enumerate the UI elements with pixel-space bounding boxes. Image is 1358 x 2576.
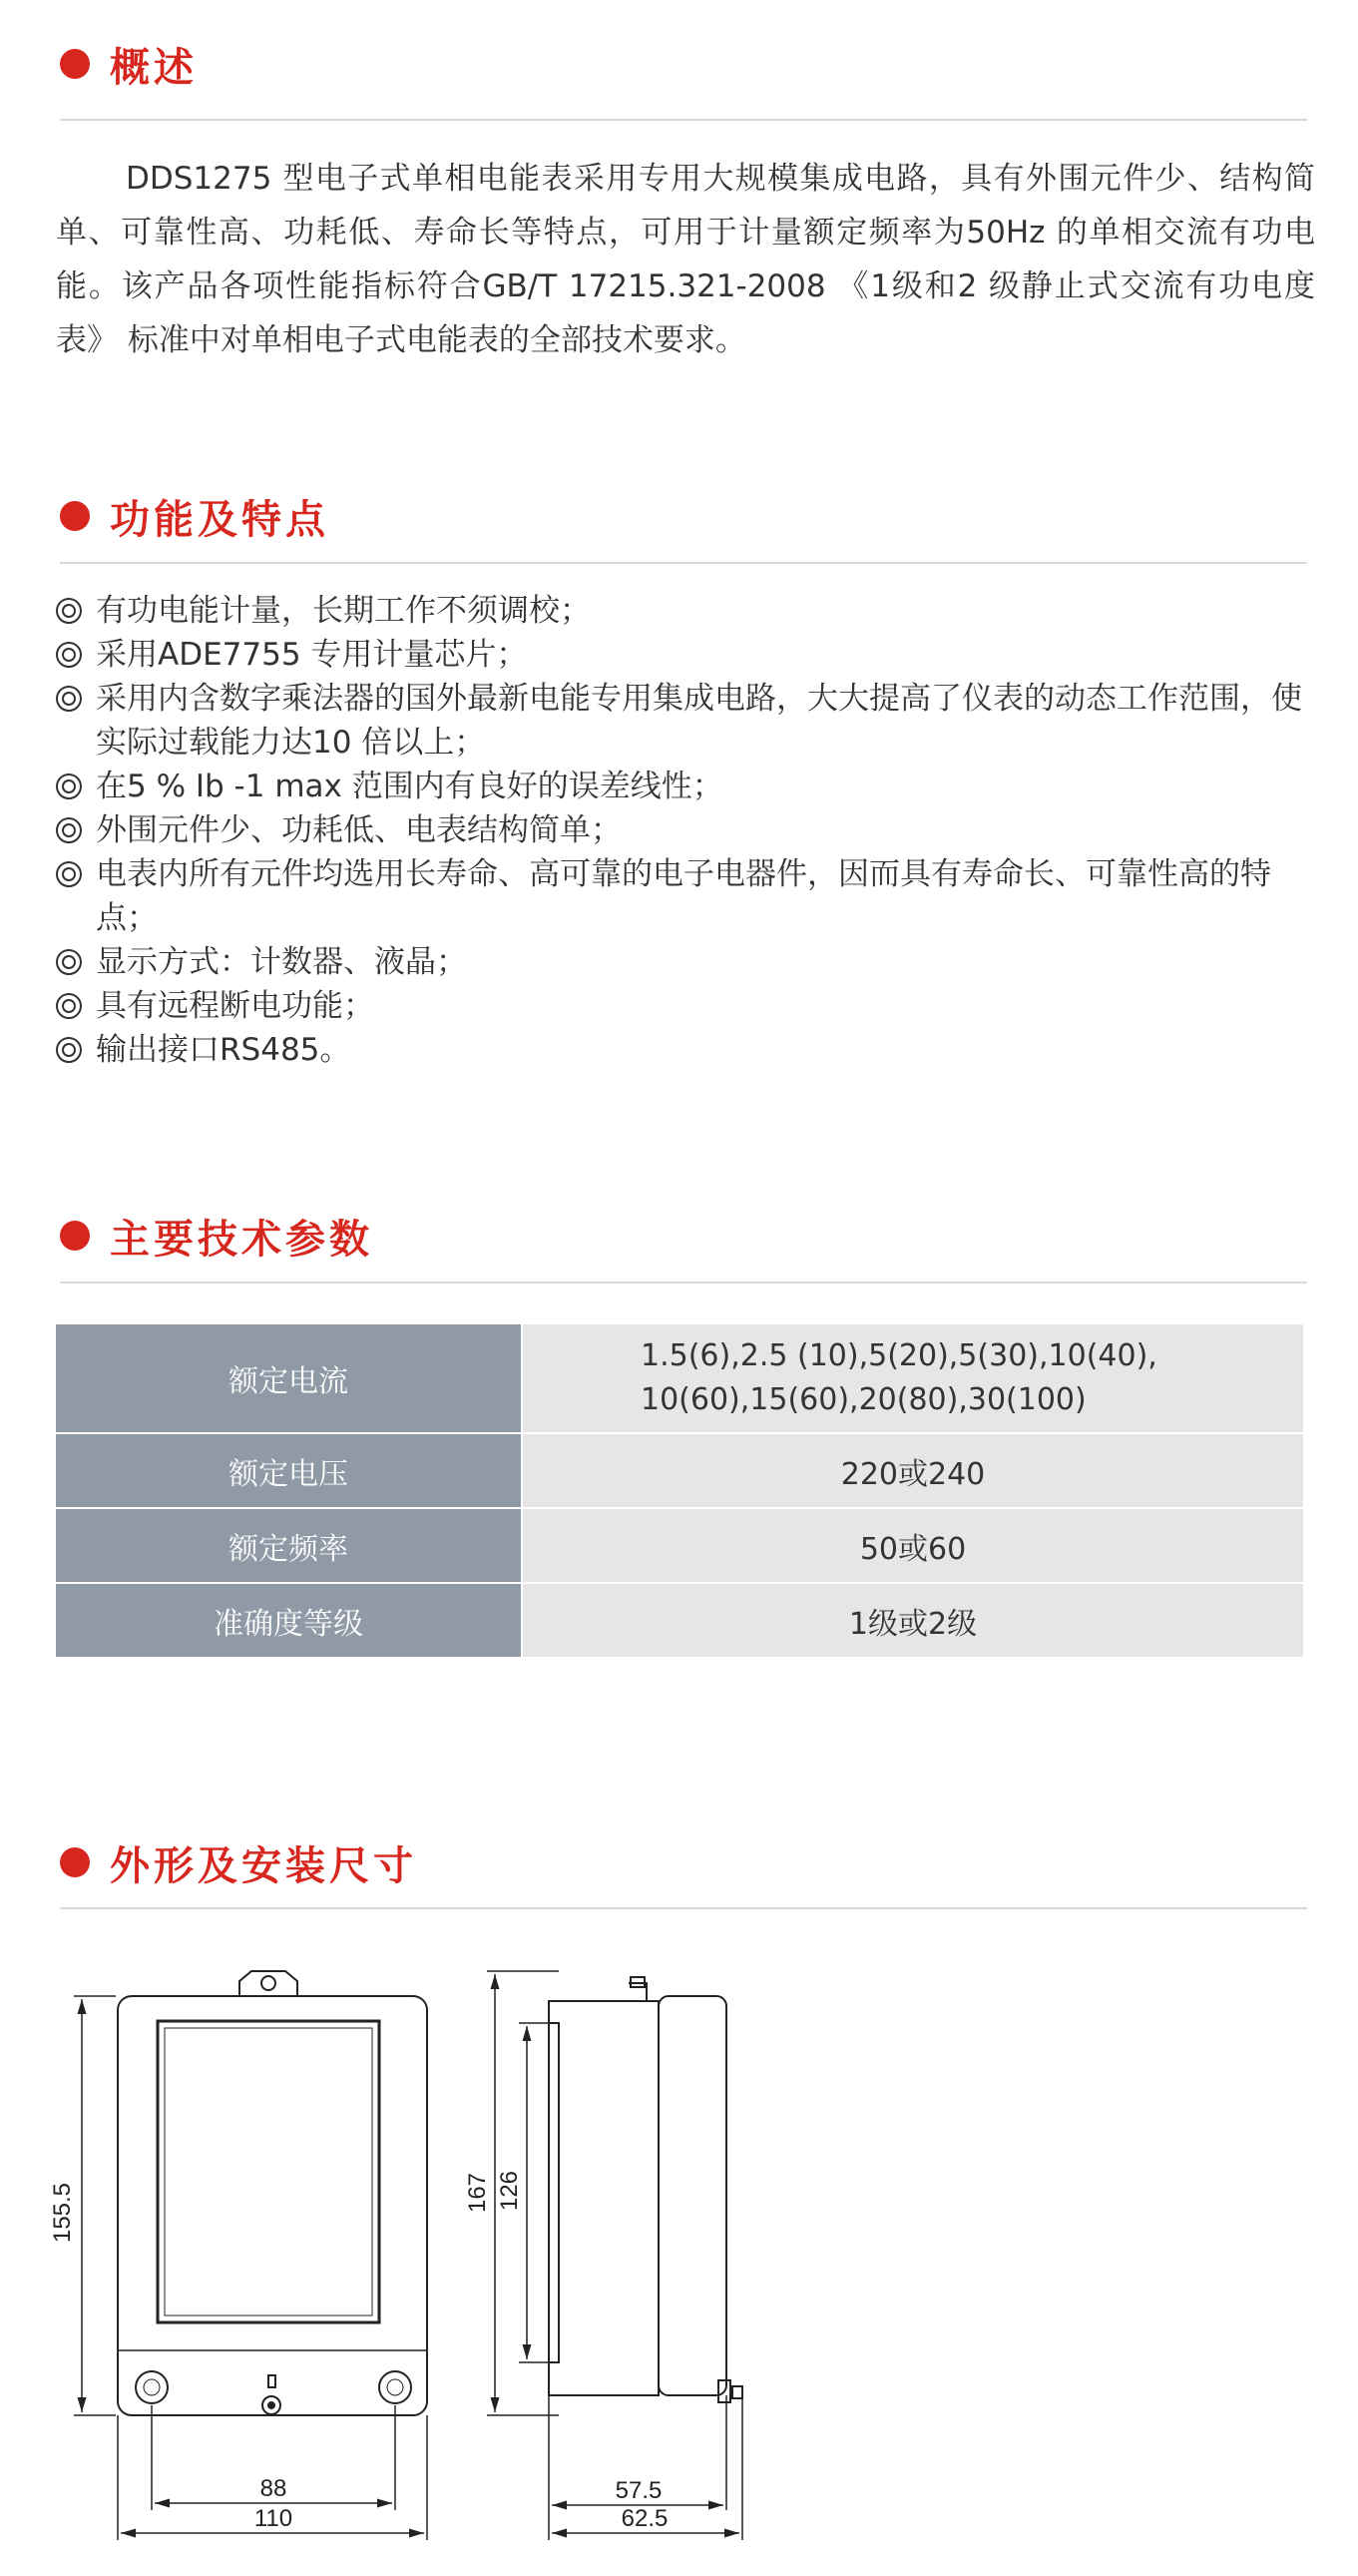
front-inner-width-label: 88 [259, 2475, 287, 2502]
table-row [56, 1508, 1303, 1583]
section-bullet-icon [60, 1847, 90, 1877]
feature-item [56, 765, 1313, 808]
spec-value [522, 1324, 1303, 1433]
spec-table [56, 1324, 1303, 1659]
section-divider [60, 119, 1307, 121]
feature-item [56, 1028, 1313, 1072]
overview-text: DDS1275 型电子式单相电能表采用专用大规模集成电路，具有外围元件少、结构简单、可靠性高、功耗低、寿命长等特点，可用于计量额定频率为50Hz 的单相交流有功电能。该产品各项性能指标符合GB/T 17215.321-2008 《1级和2 级静止式交流有功电度表》 标准中对单相电子式电能表的全部技术要求。 [56, 161, 1315, 358]
feature-text: 采用内含数字乘法器的国外最新电能专用集成电路，大大提高了仪表的动态工作范围，使实际过载能力达10 倍以上； [96, 681, 1302, 761]
features-header [60, 486, 329, 546]
feature-text: 输出接口RS485。 [96, 1032, 351, 1068]
hanger-hook-icon [239, 1971, 297, 1996]
double-circle-bullet-icon [56, 1037, 82, 1063]
overview-header [60, 34, 198, 94]
double-circle-bullet-icon [56, 817, 82, 843]
feature-text: 采用ADE7755 专用计量芯片； [96, 637, 528, 673]
specs-title: 主要技术参数 [110, 1216, 373, 1263]
feature-text: 电表内所有元件均选用长寿命、高可靠的电子电器件，因而具有寿命长、可靠性高的特点； [96, 856, 1271, 936]
section-bullet-icon [60, 1221, 90, 1251]
feature-item [56, 808, 1313, 852]
section-divider [60, 1282, 1307, 1284]
spec-value: 220或240 [522, 1433, 1303, 1508]
feature-text: 有功电能计量，长期工作不须调校； [96, 593, 591, 629]
side-height-label: 167 [464, 2172, 491, 2214]
right-screw-icon [379, 2371, 411, 2403]
feature-item [56, 589, 1313, 633]
feature-list [56, 589, 1313, 1072]
spec-value-line: 1.5(6),2.5 (10),5(20),5(30),10(40), [641, 1338, 1157, 1373]
feature-text: 外围元件少、功耗低、电表结构简单； [96, 812, 622, 848]
table-row [56, 1324, 1303, 1433]
double-circle-bullet-icon [56, 993, 82, 1019]
front-meter-window [158, 2021, 379, 2322]
spec-value-line: 10(60),15(60),20(80),30(100) [641, 1382, 1087, 1417]
features-title: 功能及特点 [110, 496, 329, 543]
feature-item [56, 677, 1313, 765]
side-inner-depth-label: 57.5 [615, 2477, 663, 2504]
side-outer-depth-label: 62.5 [621, 2505, 669, 2532]
spec-key: 额定电流 [56, 1324, 522, 1433]
double-circle-bullet-icon [56, 642, 82, 668]
spec-value: 1级或2级 [522, 1583, 1303, 1658]
side-mounting-plate [549, 2023, 559, 2362]
spec-key: 额定电压 [56, 1433, 522, 1508]
section-bullet-icon [60, 49, 90, 79]
double-circle-bullet-icon [56, 861, 82, 887]
side-meter-body [659, 1996, 726, 2395]
double-circle-bullet-icon [56, 686, 82, 712]
feature-text: 显示方式：计数器、液晶； [96, 944, 467, 980]
feature-item [56, 940, 1313, 984]
feature-item [56, 852, 1313, 940]
spec-key: 额定频率 [56, 1508, 522, 1583]
specs-header [60, 1206, 373, 1266]
dimensions-header [60, 1832, 417, 1892]
dimensions-title: 外形及安装尺寸 [110, 1842, 417, 1889]
section-bullet-icon [60, 501, 90, 531]
feature-item [56, 984, 1313, 1028]
spec-value: 50或60 [522, 1508, 1303, 1583]
spec-key: 准确度等级 [56, 1583, 522, 1658]
section-divider [60, 1907, 1307, 1909]
table-row [56, 1583, 1303, 1658]
table-row [56, 1433, 1303, 1508]
feature-text: 具有远程断电功能； [96, 988, 374, 1024]
dimension-drawing [40, 1951, 758, 2550]
side-inner-height-label: 126 [496, 2170, 523, 2212]
section-divider [60, 562, 1307, 564]
front-height-label: 155.5 [49, 2182, 76, 2244]
double-circle-bullet-icon [56, 598, 82, 624]
double-circle-bullet-icon [56, 773, 82, 799]
overview-title: 概述 [110, 44, 198, 91]
double-circle-bullet-icon [56, 949, 82, 975]
front-outer-width-label: 110 [253, 2505, 293, 2532]
left-screw-icon [136, 2371, 168, 2403]
feature-item [56, 633, 1313, 677]
feature-text: 在5 % Ib -1 max 范围内有良好的误差线性； [96, 769, 723, 804]
